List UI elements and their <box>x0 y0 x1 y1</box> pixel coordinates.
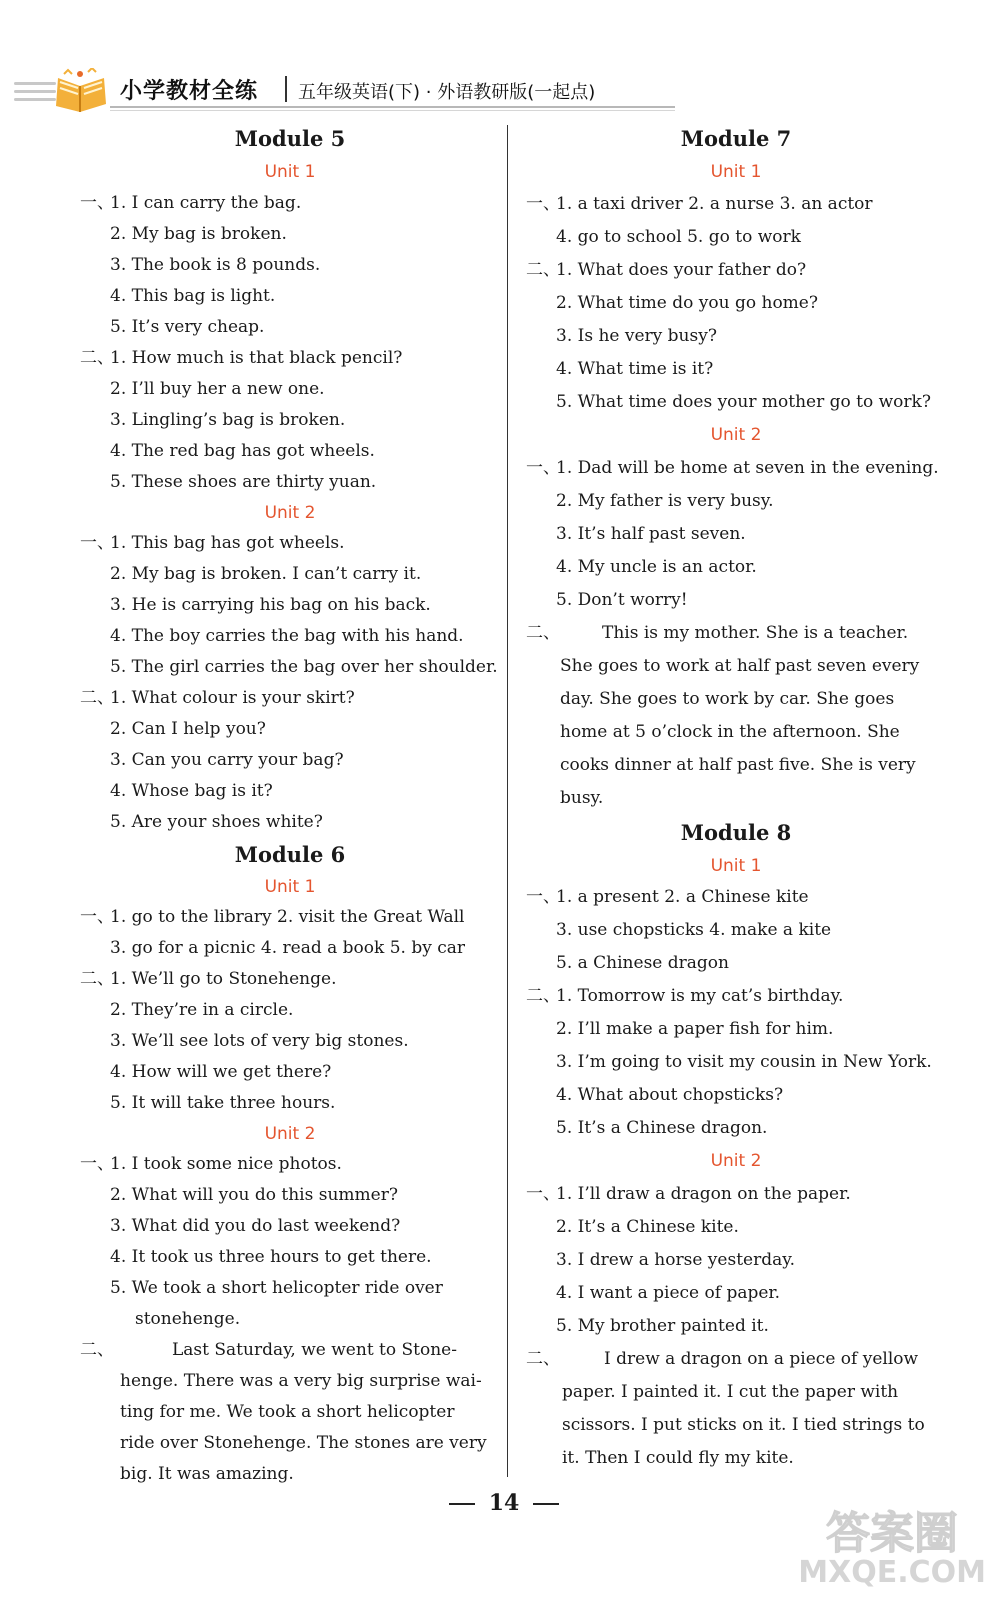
unit-heading: Unit 2 <box>710 425 762 445</box>
answer-line <box>80 902 500 933</box>
answer-line: 5. It’s a Chinese dragon. <box>556 1118 768 1138</box>
paragraph-line: scissors. I put sticks on it. I tied strings to <box>562 1415 925 1435</box>
paragraph-line: ting for me. We took a short helicopter <box>120 1402 455 1422</box>
answer-line: 3. use chopsticks 4. make a kite <box>556 920 832 940</box>
answer-line: 2. What time do you go home? <box>556 293 818 313</box>
section-mark: 一、 <box>80 533 114 553</box>
paragraph-line: henge. There was a very big surprise wai- <box>120 1371 482 1391</box>
unit-heading: Unit 2 <box>264 503 316 523</box>
header-separator <box>285 76 287 102</box>
section-mark: 二、 <box>526 260 560 280</box>
paragraph-line: big. It was amazing. <box>120 1464 294 1484</box>
unit-heading: Unit 2 <box>264 1124 316 1144</box>
paragraph-line: cooks dinner at half past five. She is very <box>560 755 916 775</box>
answer-line: 4. It took us three hours to get there. <box>110 1247 432 1267</box>
answer-line: 3. I’m going to visit my cousin in New York. <box>556 1052 932 1072</box>
answer-text: 1. We’ll go to Stonehenge. <box>110 969 337 989</box>
paragraph-line: day. She goes to work by car. She goes <box>560 689 895 709</box>
section-mark: 二、 <box>526 1349 560 1369</box>
column-divider <box>507 125 508 1477</box>
section-2-paragraph <box>80 1335 500 1490</box>
answer-text: 1. I took some nice photos. <box>110 1154 342 1174</box>
page-dash-right <box>533 1503 559 1505</box>
answer-line: 3. go for a picnic 4. read a book 5. by car <box>110 938 466 958</box>
section-mark: 二、 <box>80 348 114 368</box>
answer-line: 3. The book is 8 pounds. <box>110 255 321 275</box>
answer-text: 1. go to the library 2. visit the Great Wall <box>110 907 465 927</box>
section-mark: 一、 <box>80 193 114 213</box>
paragraph-line: paper. I painted it. I cut the paper with <box>562 1382 899 1402</box>
answer-text: 1. I’ll draw a dragon on the paper. <box>556 1184 851 1204</box>
answer-line: stonehenge. <box>135 1309 241 1329</box>
site-watermark <box>798 1500 986 1590</box>
answer-line <box>80 683 500 714</box>
unit-heading: Unit 1 <box>264 877 316 897</box>
answer-line: 5. It’s very cheap. <box>110 317 265 337</box>
section-mark: 二、 <box>526 986 560 1006</box>
answer-line: 5. It will take three hours. <box>110 1093 336 1113</box>
answer-line <box>80 528 500 559</box>
answer-line: 5. These shoes are thirty yuan. <box>110 472 377 492</box>
section-2 <box>80 964 500 1119</box>
answer-line: 4. This bag is light. <box>110 286 276 306</box>
section-2 <box>526 254 946 419</box>
section-mark: 二、 <box>80 1340 114 1360</box>
section-mark: 二、 <box>80 688 114 708</box>
page-header <box>0 60 1008 120</box>
answer-line <box>80 188 500 219</box>
section-1 <box>80 188 500 343</box>
answer-text: 1. I can carry the bag. <box>110 193 302 213</box>
answer-line <box>526 188 946 221</box>
answer-line: 2. My father is very busy. <box>556 491 774 511</box>
answer-text: 1. Tomorrow is my cat’s birthday. <box>556 986 844 1006</box>
answer-text: 1. a taxi driver 2. a nurse 3. an actor <box>556 194 873 214</box>
paragraph-line: it. Then I could fly my kite. <box>562 1448 794 1468</box>
paragraph-line: ride over Stonehenge. The stones are very <box>120 1433 487 1453</box>
answer-line: 2. What will you do this summer? <box>110 1185 398 1205</box>
answer-line <box>80 1149 500 1180</box>
paragraph-line: I drew a dragon on a piece of yellow <box>604 1349 919 1369</box>
answer-line: 4. My uncle is an actor. <box>556 557 757 577</box>
answer-line: 4. What time is it? <box>556 359 714 379</box>
section-1 <box>80 902 500 964</box>
section-2-paragraph <box>526 617 946 815</box>
section-1 <box>80 528 500 683</box>
section-mark: 一、 <box>526 458 560 478</box>
answer-line: 3. We’ll see lots of very big stones. <box>110 1031 409 1051</box>
answer-line <box>526 980 946 1013</box>
answer-paragraph <box>526 1343 946 1475</box>
answer-line: 5. Are your shoes white? <box>110 812 323 832</box>
answer-line: 4. The boy carries the bag with his hand. <box>110 626 464 646</box>
answer-line: 4. Whose bag is it? <box>110 781 273 801</box>
unit-heading: Unit 2 <box>710 1151 762 1171</box>
answer-line: 4. go to school 5. go to work <box>556 227 801 247</box>
watermark-logo-icon <box>816 1500 986 1560</box>
answer-line: 3. It’s half past seven. <box>556 524 746 544</box>
answer-line <box>526 881 946 914</box>
answer-line: 2. Can I help you? <box>110 719 266 739</box>
answer-line: 5. Don’t worry! <box>556 590 688 610</box>
section-1 <box>526 1178 946 1343</box>
answer-line <box>80 343 500 374</box>
section-2-paragraph <box>526 1343 946 1475</box>
right-column <box>526 126 946 1475</box>
answer-paragraph <box>80 1335 500 1490</box>
answer-text: 1. How much is that black pencil? <box>110 348 403 368</box>
answer-line: 2. It’s a Chinese kite. <box>556 1217 739 1237</box>
answer-paragraph <box>526 617 946 815</box>
module-heading: Module 5 <box>234 126 346 151</box>
answer-line: 2. They’re in a circle. <box>110 1000 294 1020</box>
answer-line: 2. My bag is broken. I can’t carry it. <box>110 564 422 584</box>
answer-line: 2. My bag is broken. <box>110 224 287 244</box>
section-mark: 二、 <box>526 623 560 643</box>
answer-text: 1. Dad will be home at seven in the evening. <box>556 458 939 478</box>
answer-line <box>526 254 946 287</box>
unit-heading: Unit 1 <box>710 856 762 876</box>
paragraph-line: Last Saturday, we went to Stone- <box>172 1340 457 1360</box>
paragraph-line: home at 5 o’clock in the afternoon. She <box>560 722 900 742</box>
book-subtitle: 五年级英语(下) · 外语教研版(一起点) <box>298 82 596 103</box>
section-mark: 一、 <box>80 1154 114 1174</box>
module-heading: Module 8 <box>680 820 792 845</box>
unit-heading: Unit 1 <box>710 162 762 182</box>
page-dash-left <box>449 1503 475 1505</box>
answer-line: 4. What about chopsticks? <box>556 1085 784 1105</box>
section-2 <box>80 343 500 498</box>
answer-text: 1. What does your father do? <box>556 260 807 280</box>
section-1 <box>526 188 946 254</box>
answer-line: 3. I drew a horse yesterday. <box>556 1250 795 1270</box>
answer-line: 4. The red bag has got wheels. <box>110 441 375 461</box>
header-rule <box>110 106 675 108</box>
module-heading: Module 7 <box>680 126 792 151</box>
section-2 <box>80 683 500 838</box>
answer-line: 5. The girl carries the bag over her shoulder. <box>110 657 498 677</box>
answer-line: 3. Can you carry your bag? <box>110 750 344 770</box>
section-mark: 一、 <box>526 194 560 214</box>
section-1 <box>80 1149 500 1335</box>
watermark-logo-chars: 答案圈 <box>826 1508 958 1559</box>
answer-line: 3. Lingling’s bag is broken. <box>110 410 346 430</box>
section-mark: 一、 <box>526 1184 560 1204</box>
answer-line: 3. He is carrying his bag on his back. <box>110 595 431 615</box>
paragraph-line: This is my mother. She is a teacher. <box>602 623 909 643</box>
answer-line: 3. Is he very busy? <box>556 326 717 346</box>
left-column <box>80 126 500 1490</box>
answer-line: 5. We took a short helicopter ride over <box>110 1278 443 1298</box>
answer-text: 1. This bag has got wheels. <box>110 533 345 553</box>
paragraph-line: She goes to work at half past seven every <box>560 656 920 676</box>
section-mark: 二、 <box>80 969 114 989</box>
answer-line: 4. How will we get there? <box>110 1062 332 1082</box>
page-number-text: 14 <box>488 1490 520 1516</box>
answer-line: 3. What did you do last weekend? <box>110 1216 401 1236</box>
open-book-icon <box>50 68 112 114</box>
section-1 <box>526 881 946 980</box>
watermark-text: MXQE.COM <box>798 1555 986 1590</box>
section-mark: 一、 <box>80 907 114 927</box>
answer-text: 1. What colour is your skirt? <box>110 688 355 708</box>
answer-text: 1. a present 2. a Chinese kite <box>556 887 809 907</box>
answer-line: 2. I’ll buy her a new one. <box>110 379 325 399</box>
answer-line: 5. a Chinese dragon <box>556 953 729 973</box>
answer-line: 4. I want a piece of paper. <box>556 1283 781 1303</box>
section-1 <box>526 452 946 617</box>
answer-line <box>80 964 500 995</box>
section-2 <box>526 980 946 1145</box>
module-heading: Module 6 <box>234 842 346 867</box>
answer-line: 2. I’ll make a paper fish for him. <box>556 1019 834 1039</box>
unit-heading: Unit 1 <box>264 162 316 182</box>
book-series-title: 小学教材全练 <box>120 79 259 104</box>
paragraph-line: busy. <box>560 788 604 808</box>
answer-line: 5. What time does your mother go to work? <box>556 392 931 412</box>
answer-line <box>526 452 946 485</box>
answer-line: 5. My brother painted it. <box>556 1316 769 1336</box>
answer-line <box>526 1178 946 1211</box>
section-mark: 一、 <box>526 887 560 907</box>
header-rule-thin <box>110 110 675 111</box>
